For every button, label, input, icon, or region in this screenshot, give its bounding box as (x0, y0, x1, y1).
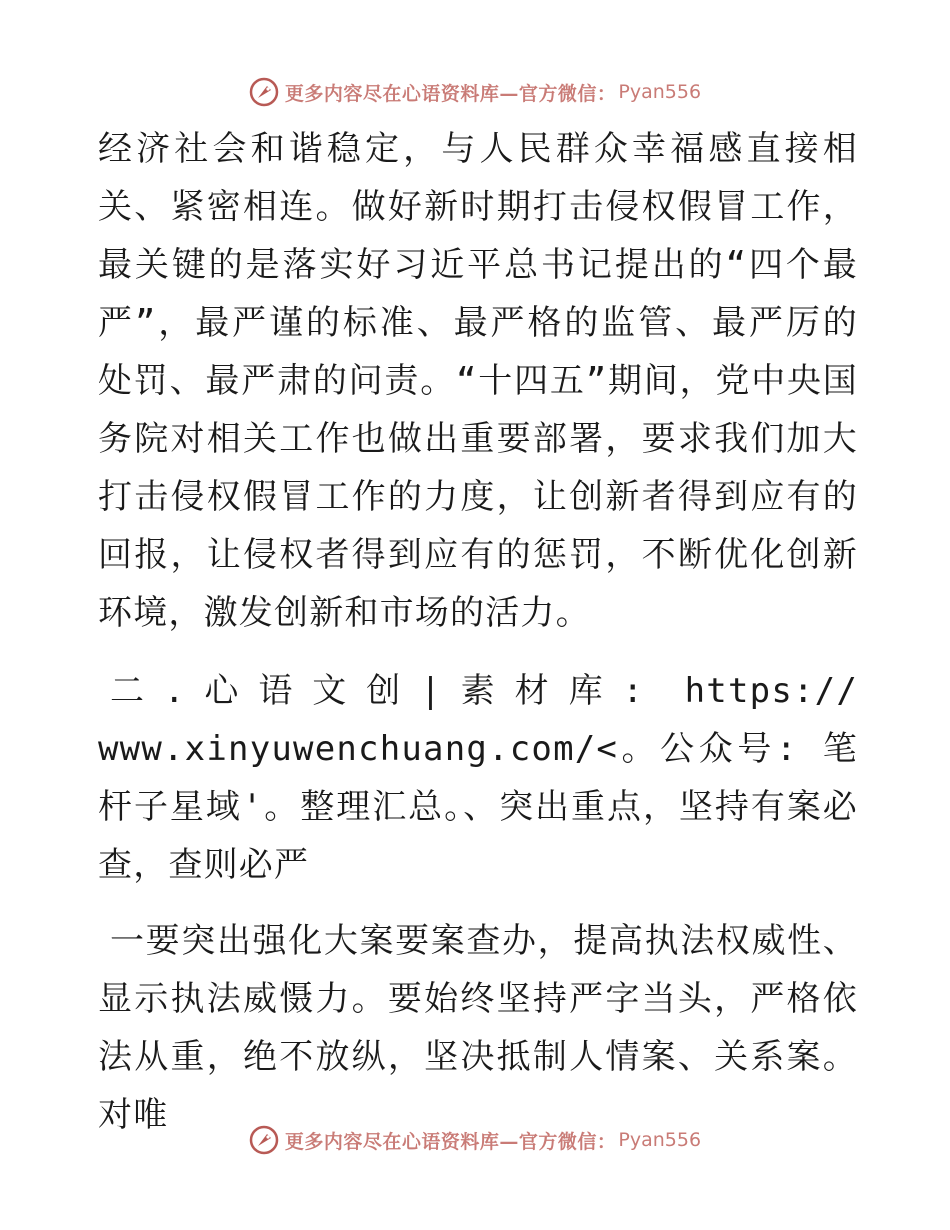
banner-wechat-id: Pyan556 (618, 1129, 702, 1151)
banner-wechat-id: Pyan556 (618, 81, 702, 103)
banner-text: 更多内容尽在心语资料库—官方微信： (284, 1130, 617, 1153)
header-banner (0, 70, 950, 114)
document-body (98, 120, 858, 1144)
paragraph: 一要突出强化大案要案查办，提高执法权威性、显示执法威慑力。要始终坚持严字当头，严格依法从重，绝不放纵，坚决抵制人情案、关系案。对唯 (98, 921, 858, 1135)
paragraph: 经济社会和谐稳定，与人民群众幸福感直接相关、紧密相连。做好新时期打击侵权假冒工作，最关键的是落实好习近平总书记提出的“四个最严”，最严谨的标准、最严格的监管、最严厉的处罚、最严肃的问责。“十四五”期间，党中央国务院对相关工作也做出重要部署，要求我们加大打击侵权假冒工作的力度，让创新者得到应有的回报，让侵权者得到应有的惩罚，不断优化创新环境，激发创新和市场的活力。 (98, 129, 858, 633)
banner-text: 更多内容尽在心语资料库—官方微信： (284, 82, 617, 105)
paragraph-heading: 二.心语文创|素材库: https:// www.xinyuwenchuang.com/<。公众号: 笔杆子星域'。整理汇总。、突出重点，坚持有案必查，查则必严 (98, 671, 858, 885)
pen-nib-logo-icon (249, 77, 279, 107)
footer-banner (0, 1118, 950, 1162)
pen-nib-logo-icon (249, 1125, 279, 1155)
